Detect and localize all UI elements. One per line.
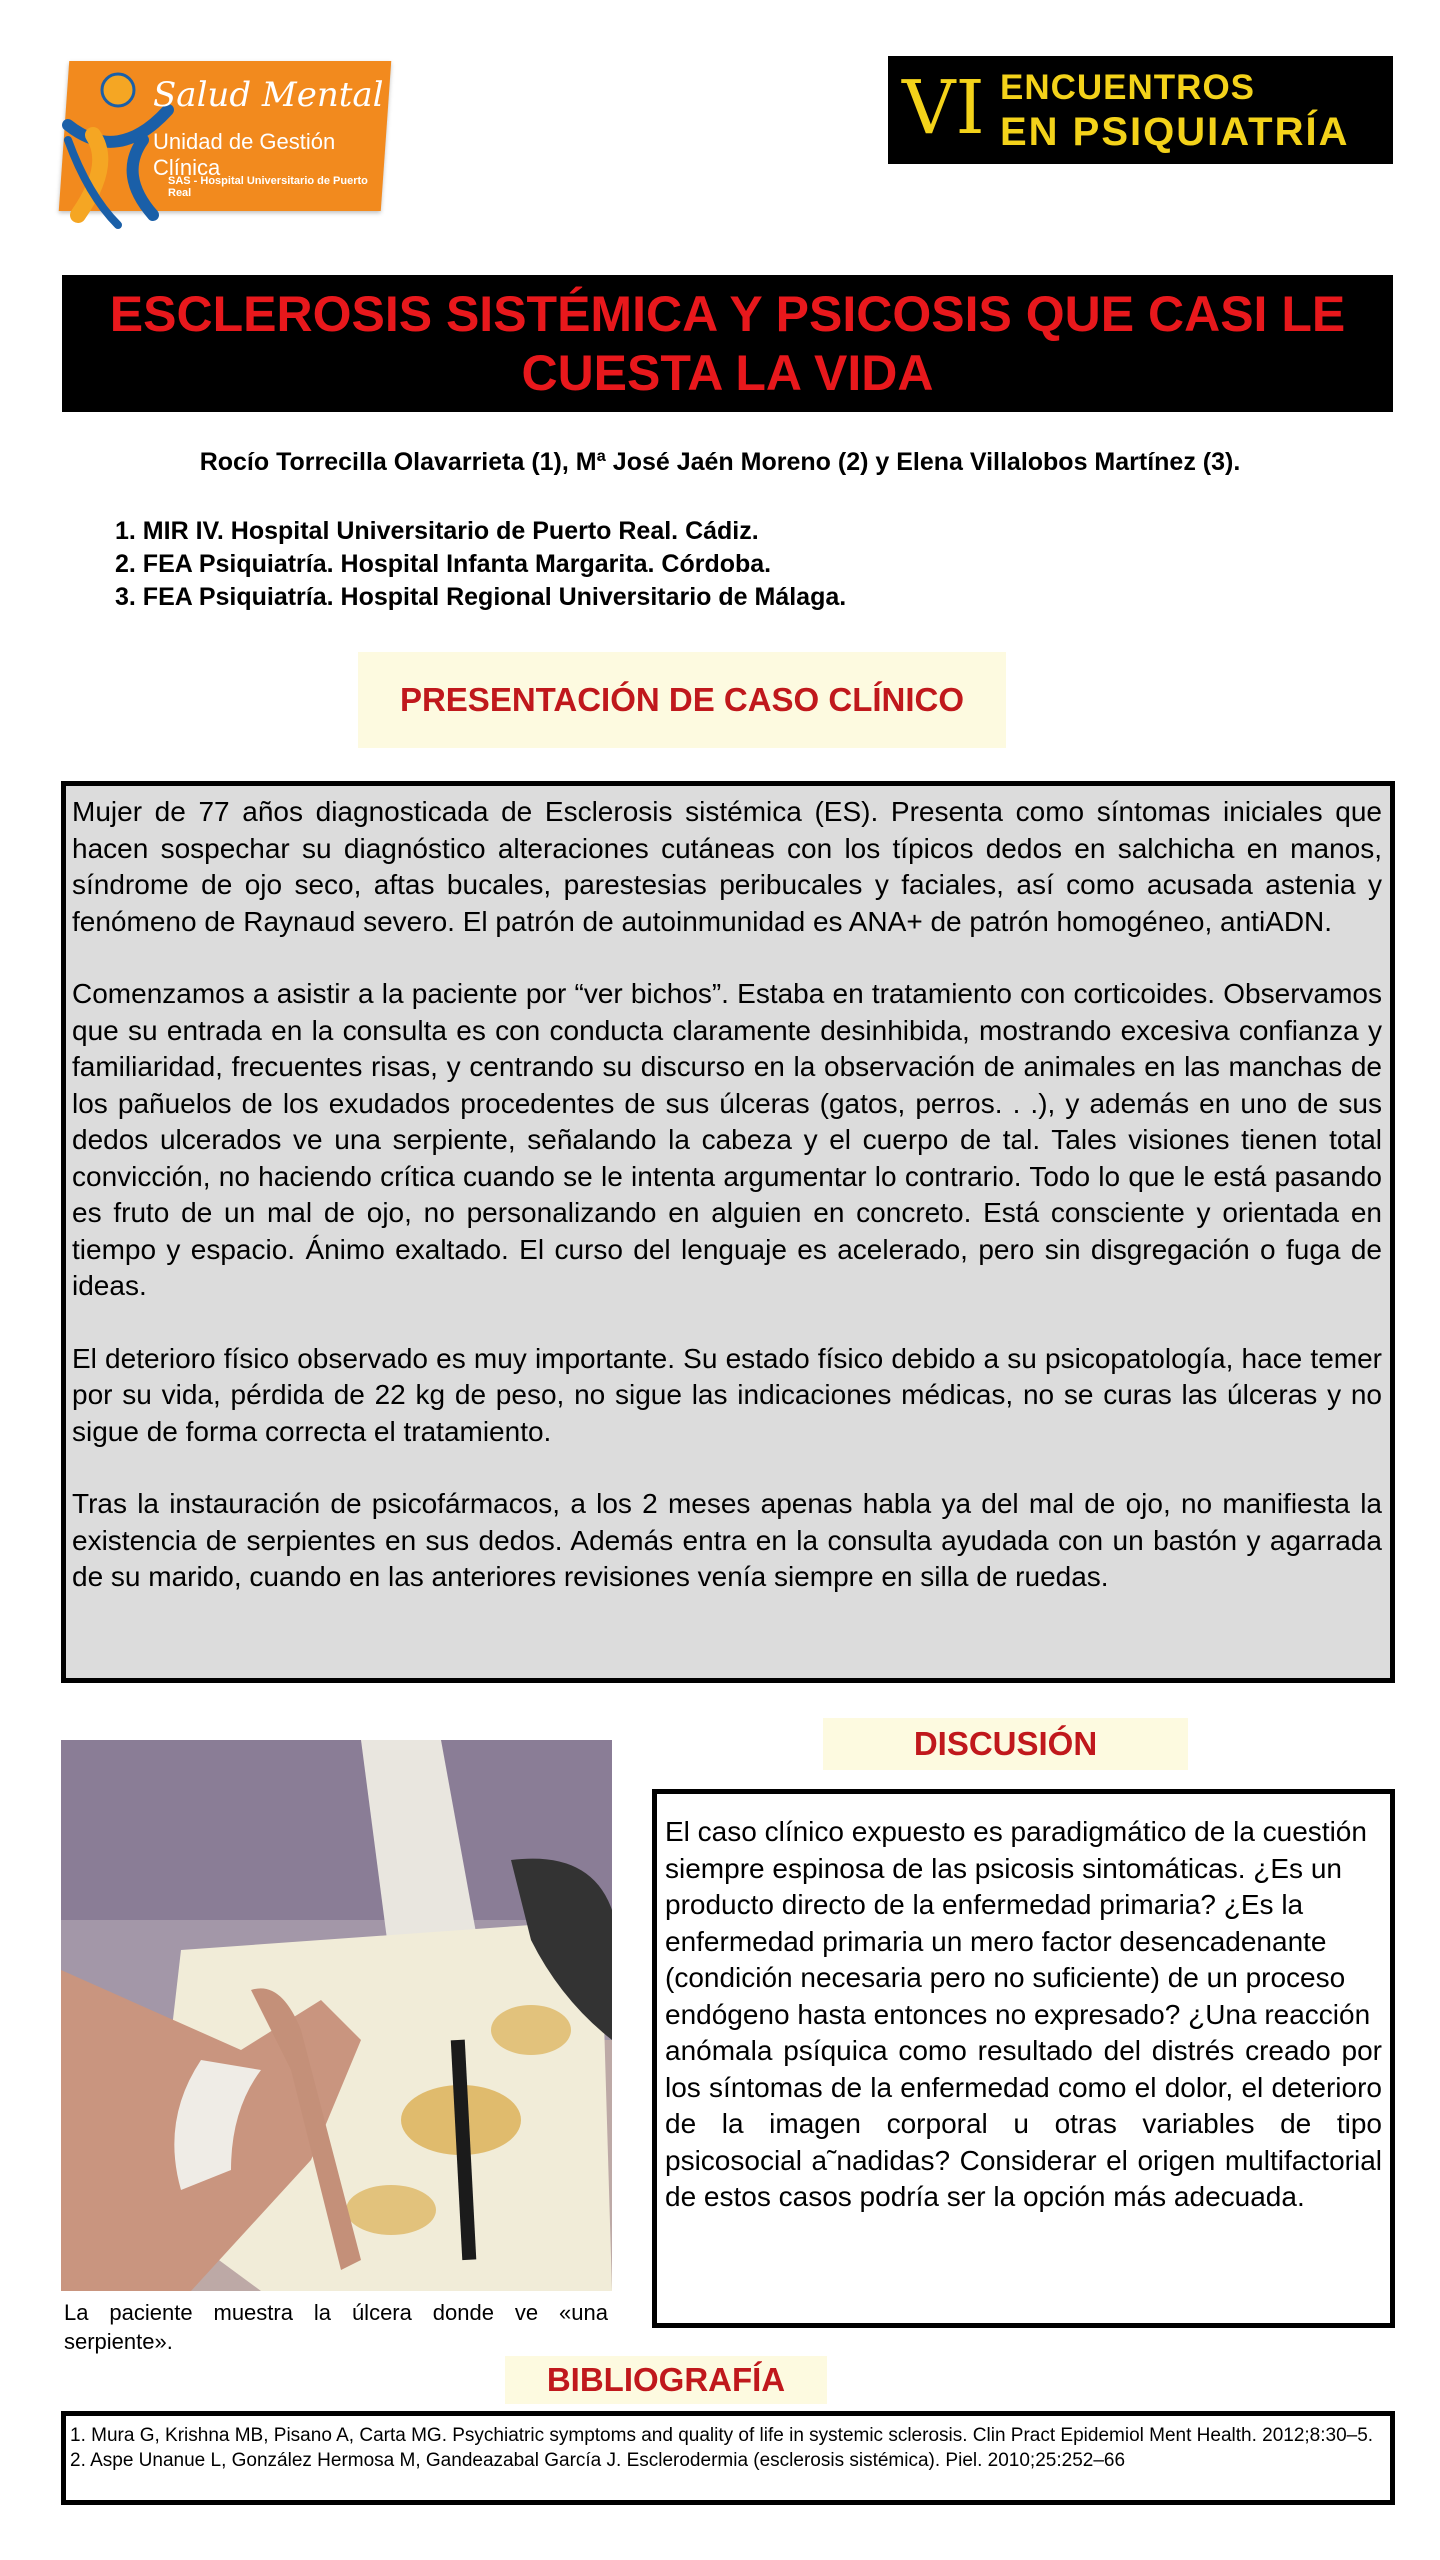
case-section-heading [358, 652, 1006, 748]
logo-roman-numeral: VI [902, 65, 985, 151]
bibliography-box [61, 2411, 1395, 2505]
hand-photo-illustration [61, 1740, 612, 2291]
affiliation-item: 2. FEA Psiquiatría. Hospital Infanta Margarita. Córdoba. [115, 550, 772, 578]
affiliation-item: 3. FEA Psiquiatría. Hospital Regional Universitario de Málaga. [115, 583, 847, 611]
encuentros-logo [888, 56, 1393, 164]
poster-title: ESCLEROSIS SISTÉMICA Y PSICOSIS QUE CASI LE CUESTA LA VIDA [109, 285, 1346, 401]
logo-subtitle: Unidad de Gestión Clínica [153, 129, 336, 180]
case-paragraph: Tras la instauración de psicofármacos, a los 2 meses apenas habla ya del mal de ojo, no manifiesta la existencia de serpientes en sus dedos. Además entra en la consulta ayudada con un bastón y agarrada de su marido, cuando en las anteriores revisiones venía siempre en silla de ruedas. [72, 1488, 1382, 1592]
case-heading-text: PRESENTACIÓN DE CASO CLÍNICO [399, 681, 965, 718]
affiliations-list [115, 515, 1315, 614]
discussion-paragraph: El caso clínico expuesto es paradigmático de la cuestión siempre espinosa de las psicosis sintomáticas. ¿Es un producto directo de la enfermedad primaria? ¿Es la enfermedad primaria un mero factor desencadenante (condición necesaria pero no suficiente) de un proceso endógeno hasta entonces no expresado? ¿Una reacción [665, 1816, 1371, 2030]
case-text-box [61, 781, 1395, 1683]
bibliography-heading-text: BIBLIOGRAFÍA [546, 2361, 786, 2398]
salud-mental-logo [58, 55, 393, 235]
title-banner [62, 275, 1393, 412]
logo-title: Salud Mental [153, 75, 384, 115]
discussion-paragraph: anómala psíquica como resultado del distrés creado por los síntomas de la enfermedad como el dolor, el deterioro de la imagen corporal u otras variables de tipo psicosocial a˜nadidas? Considerar el origen multifactorial de estos casos podría ser la opción más adecuada. [665, 2035, 1382, 2212]
discussion-section-heading [823, 1718, 1188, 1770]
photo-caption: La paciente muestra la úlcera donde ve «una serpiente». [64, 2300, 608, 2354]
discussion-text-box [652, 1789, 1395, 2328]
bibliography-item: 1. Mura G, Krishna MB, Pisano A, Carta MG. Psychiatric symptoms and quality of life in systemic sclerosis. Clin Pract Epidemiol Ment Health. 2012;8:30–5. [70, 2425, 1374, 2446]
logo-line-1: ENCUENTROS [1000, 68, 1256, 107]
authors-line: Rocío Torrecilla Olavarrieta (1), Mª José Jaén Moreno (2) y Elena Villalobos Martínez (3). [199, 448, 1241, 476]
case-paragraph: Mujer de 77 años diagnosticada de Esclerosis sistémica (ES). Presenta como síntomas iniciales que hacen sospechar su diagnóstico alteraciones cutáneas con los típicos dedos en salchicha en manos, síndrome de ojo seco, aftas bucales, parestesias peribucales y faciales, así como acusada astenia y fenómeno de Raynaud severo. El patrón de autoinmunidad es ANA+ de patrón homogéneo, antiADN. [72, 796, 1382, 937]
bibliography-item: 2. Aspe Unanue L, González Hermosa M, Gandeazabal García J. Esclerodermia (esclerosis sistémica). Piel. 2010;25:252–66 [70, 2449, 1126, 2471]
discussion-heading-text: DISCUSIÓN [913, 1725, 1098, 1762]
logo-small-text: SAS - Hospital Universitario de Puerto Real [168, 175, 368, 199]
case-paragraph: El deterioro físico observado es muy importante. Su estado físico debido a su psicopatología, hace temer por su vida, pérdida de 22 kg de peso, no sigue las indicaciones médicas, no se curas las úlceras y no sigue de forma correcta el tratamiento. [72, 1342, 1382, 1447]
case-paragraph: Comenzamos a asistir a la paciente por “ver bichos”. Estaba en tratamiento con corticoides. Observamos que su entrada en la consulta es con conducta claramente desinhibida, mostrando excesiva confianza y familiaridad, frecuentes risas, y centrando su discurso en la observación de animales en las manchas de los pañuelos de los exudados procedentes de sus úlceras (gatos, perros. . .), y además en uno de sus dedos ulcerados ve una serpiente, señalando la cabeza y el cuerpo de tal. Tales visiones tienen total convicción, no haciendo crítica cuando se le intenta argumentar lo contrario. Todo lo que le está pasando es fruto de un mal de ojo, no personalizando en alguien en concreto. Está consciente y orientada en tiempo y espacio. Ánimo exaltado. El curso del lenguaje es acelerado, pero sin disgregación o fuga de ideas. [72, 978, 1382, 1301]
affiliation-item: 1. MIR IV. Hospital Universitario de Puerto Real. Cádiz. [115, 517, 759, 545]
logo-line-2: EN PSIQUIATRÍA [1000, 110, 1350, 154]
bibliography-section-heading [505, 2356, 827, 2404]
patient-hand-photo [61, 1740, 612, 2291]
